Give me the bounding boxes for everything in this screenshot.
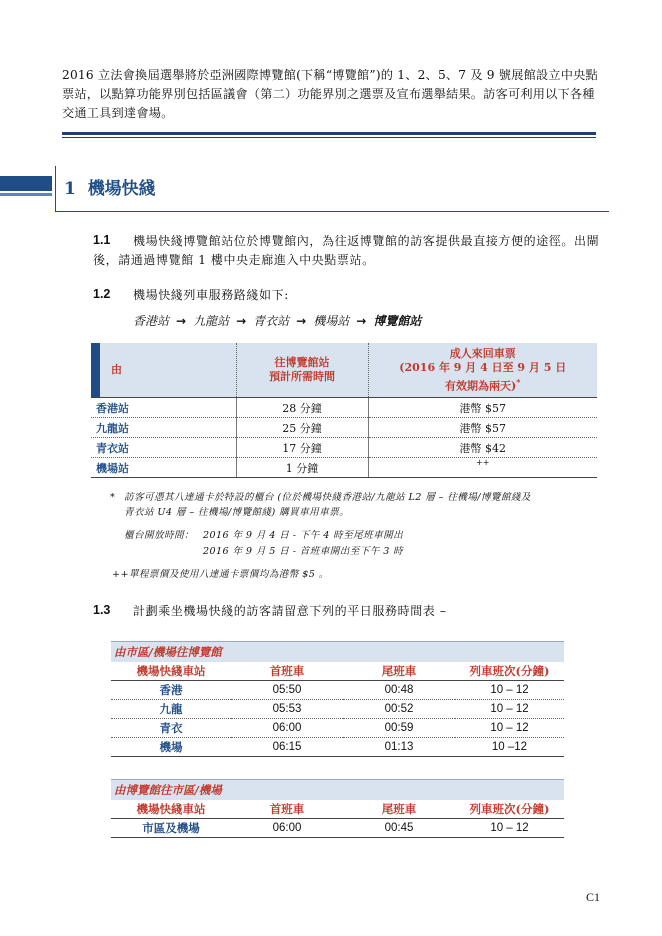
last-train-cell: 00:48: [343, 681, 455, 700]
section-horizontal-line: [55, 211, 609, 212]
para-1-1-text: 機場快綫博覽館站位於博覽館內，為往返博覽館的訪客提供最直接方便的途徑。出閘後，請通過博覽館 1 樓中央走廊進入中央點票站。: [93, 234, 600, 267]
table-row: [111, 719, 564, 738]
arrow-right-icon: →: [236, 313, 247, 328]
route-station: 九龍站: [193, 314, 230, 328]
route-station: 香港站: [133, 314, 170, 328]
schedule-table-from-expo: [111, 779, 564, 838]
frequency-cell: 10 – 12: [455, 819, 564, 838]
fare-time: 28 分鐘: [236, 398, 368, 418]
para-1-3-text: 計劃乘坐機場快綫的訪客請留意下列的平日服務時間表 –: [133, 604, 447, 618]
fare-time: 17 分鐘: [236, 438, 368, 458]
station-cell: 機場: [111, 738, 231, 757]
route-line: [133, 312, 421, 329]
schedule-table-to-expo: [111, 641, 564, 757]
counter-hours-line-1: 2016 年 9 月 4 日 - 下午 4 時至尾班車開出: [203, 530, 404, 541]
schedule-caption: 由市區/機場往博覽館: [111, 642, 564, 663]
last-train-cell: 01:13: [343, 738, 455, 757]
divider-thick: [62, 132, 596, 135]
fare-header-fare: [368, 343, 597, 398]
fare-header-from-label: 由: [111, 363, 122, 376]
intro-paragraph: 2016 立法會換屆選舉將於亞洲國際博覽館(下稱“博覽館”)的 1、2、5、7 及 9 號展館設立中央點票站，以點算功能界別包括區議會（第二）功能界別之選票及宣布選舉結果。訪客可利用以下各種交通工具到達會場。: [62, 68, 598, 120]
arrow-right-icon: →: [296, 313, 307, 328]
fare-header-time: [236, 343, 368, 398]
col-header-last-train: 尾班車: [343, 800, 455, 819]
table-row: [91, 438, 597, 458]
para-1-2-number: 1.2: [93, 287, 111, 301]
table-row: [111, 738, 564, 757]
fare-from: 九龍站: [91, 418, 236, 438]
station-cell: 九龍: [111, 700, 231, 719]
frequency-cell: 10 – 12: [455, 700, 564, 719]
station-cell: 市區及機場: [111, 819, 231, 838]
counter-hours-line-2: 2016 年 9 月 5 日 - 首班車開出至下午 3 時: [203, 546, 404, 557]
col-header-last-train: 尾班車: [343, 662, 455, 681]
frequency-cell: 10 – 12: [455, 719, 564, 738]
section-heading: [64, 174, 156, 199]
page-number: C1: [586, 890, 601, 904]
arrow-right-icon: →: [356, 313, 367, 328]
note-star-line-1: 訪客可憑其八達通卡於特設的櫃台 (位於機場快綫香港站/九龍站 L2 層 – 往機場/博覽館綫及: [124, 492, 531, 503]
section-marker-underline: [0, 193, 52, 196]
fare-header-fare-label: 成人來回車票 (2016 年 9 月 4 日至 9 月 5 日 有效期為兩天): [399, 346, 567, 393]
para-1-3-number: 1.3: [93, 603, 111, 617]
note-star-line-2: 青衣站 U4 層 – 往機場/博覽館綫) 購買車用車票。: [124, 507, 350, 518]
section-vertical-line: [55, 166, 56, 212]
arrow-right-icon: →: [176, 313, 187, 328]
note-star-mark: *: [110, 492, 116, 503]
fare-table: [91, 343, 597, 478]
first-train-cell: 05:50: [231, 681, 343, 700]
first-train-cell: 06:00: [231, 719, 343, 738]
note-plusplus: ++單程票價及使用八達通卡票價均為港幣 $5 。: [112, 569, 329, 580]
first-train-cell: 05:53: [231, 700, 343, 719]
station-cell: 香港: [111, 681, 231, 700]
fare-time: 25 分鐘: [236, 418, 368, 438]
last-train-cell: 00:52: [343, 700, 455, 719]
fare-price: 港幣 $57: [368, 418, 597, 438]
col-header-station: 機場快綫車站: [111, 662, 231, 681]
para-1-2-text: 機場快綫列車服務路綫如下:: [133, 288, 289, 302]
frequency-cell: 10 –12: [455, 738, 564, 757]
table-row: [91, 398, 597, 418]
fare-header-time-label: 往博覽館站 預計所需時間: [269, 356, 335, 383]
fare-price: 港幣 $42: [368, 438, 597, 458]
route-station: 機場站: [313, 314, 350, 328]
col-header-first-train: 首班車: [231, 662, 343, 681]
first-train-cell: 06:00: [231, 819, 343, 838]
fare-header-from: [91, 343, 236, 398]
col-header-frequency: 列車班次(分鐘): [455, 800, 564, 819]
para-1-1-number: 1.1: [93, 233, 111, 247]
fare-from: 香港站: [91, 398, 236, 418]
col-header-frequency: 列車班次(分鐘): [455, 662, 564, 681]
divider-thin: [62, 137, 596, 138]
col-header-station: 機場快綫車站: [111, 800, 231, 819]
fare-time: 1 分鐘: [236, 458, 368, 478]
last-train-cell: 00:59: [343, 719, 455, 738]
fare-from: 青衣站: [91, 438, 236, 458]
counter-hours-label: 櫃台開放時間：: [124, 530, 194, 541]
table-row: [91, 418, 597, 438]
first-train-cell: 06:15: [231, 738, 343, 757]
table-row: [111, 700, 564, 719]
fare-from: 機場站: [91, 458, 236, 478]
schedule-caption: 由博覽館往市區/機場: [111, 780, 564, 801]
station-cell: 青衣: [111, 719, 231, 738]
table-row: [111, 819, 564, 838]
header-accent-bar: [91, 343, 100, 397]
col-header-first-train: 首班車: [231, 800, 343, 819]
table-row: [91, 458, 597, 478]
fare-price: ++: [368, 458, 597, 478]
section-marker-bar: [0, 176, 52, 191]
route-station: 青衣站: [253, 314, 290, 328]
last-train-cell: 00:45: [343, 819, 455, 838]
table-row: [111, 681, 564, 700]
frequency-cell: 10 – 12: [455, 681, 564, 700]
section-number: 1: [64, 179, 76, 199]
section-title: 機場快綫: [87, 179, 156, 199]
fare-header-footnote-mark: *: [516, 376, 521, 387]
fare-price: 港幣 $57: [368, 398, 597, 418]
route-destination: 博覽館站: [373, 314, 422, 328]
